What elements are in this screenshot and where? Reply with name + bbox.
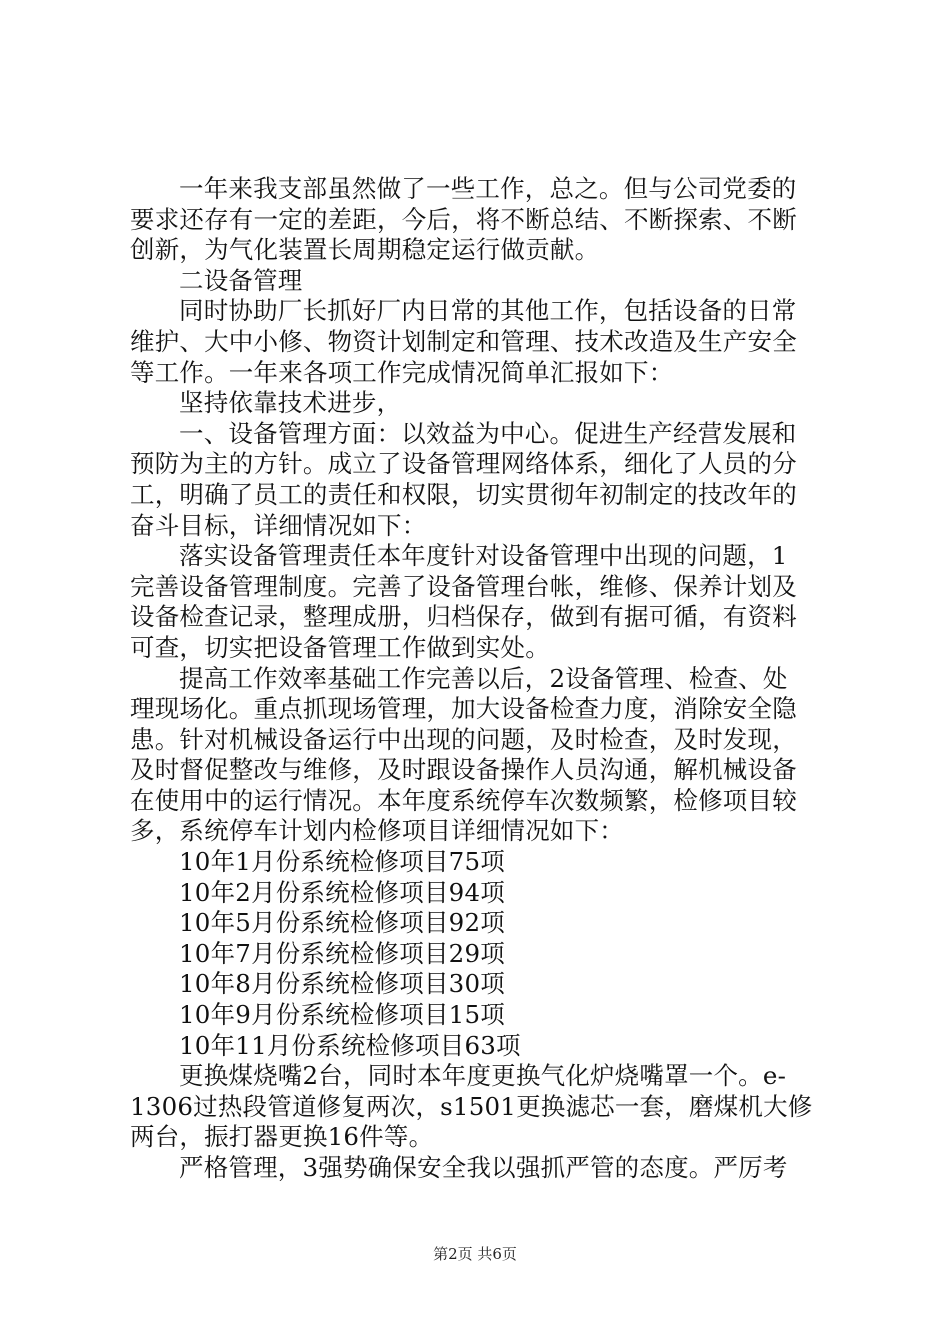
paragraph-line: 二设备管理 <box>179 265 303 295</box>
paragraph-line: 设备检查记录，整理成册，归档保存，做到有据可循，有资料 <box>130 602 797 632</box>
paragraph-line: 严格管理，3强势确保安全我以强抓严管的态度。严厉考 <box>179 1153 788 1182</box>
paragraph-line: 10年11月份系统检修项目63项 <box>179 1030 521 1060</box>
paragraph-line: 维护、大中小修、物资计划制定和管理、技术改造及生产安全 <box>130 326 797 356</box>
paragraph-line: 等工作。一年来各项工作完成情况简单汇报如下： <box>130 357 674 387</box>
paragraph-line: 要求还存有一定的差距，今后，将不断总结、不断探索、不断 <box>130 204 797 234</box>
paragraph-line: 可查，切实把设备管理工作做到实处。 <box>130 632 550 662</box>
paragraph-line: 工，明确了员工的责任和权限，切实贯彻年初制定的技改年的 <box>130 479 797 509</box>
paragraph-line: 两台，振打器更换16件等。 <box>130 1122 434 1152</box>
paragraph-line: 患。针对机械设备运行中出现的问题，及时检查，及时发现， <box>130 724 797 754</box>
paragraph-line: 10年8月份系统检修项目30项 <box>179 969 505 999</box>
page-number-label: 第2页 共6页 <box>433 1245 517 1263</box>
paragraph-line: 1306过热段管道修复两次，s1501更换滤芯一套，磨煤机大修 <box>130 1091 813 1121</box>
paragraph-line: 完善设备管理制度。完善了设备管理台帐，维修、保养计划及 <box>130 571 797 601</box>
paragraph-line: 奋斗目标，详细情况如下： <box>130 510 427 540</box>
paragraph-line: 10年5月份系统检修项目92项 <box>179 908 505 938</box>
paragraph-line: 在使用中的运行情况。本年度系统停车次数频繁，检修项目较 <box>130 785 797 815</box>
paragraph-line: 提高工作效率基础工作完善以后，2设备管理、检查、处 <box>179 663 788 693</box>
page-footer <box>0 1243 950 1264</box>
paragraph-line: 10年9月份系统检修项目15项 <box>179 1000 505 1030</box>
paragraph-line: 多，系统停车计划内检修项目详细情况如下： <box>130 816 624 846</box>
paragraph-line: 及时督促整改与维修，及时跟设备操作人员沟通，解机械设备 <box>130 755 797 785</box>
paragraph-line: 10年1月份系统检修项目75项 <box>179 847 505 877</box>
paragraph-line: 预防为主的方针。成立了设备管理网络体系，细化了人员的分 <box>130 449 797 479</box>
paragraph-line: 理现场化。重点抓现场管理，加大设备检查力度，消除安全隐 <box>130 694 797 724</box>
paragraph-line: 更换煤烧嘴2台，同时本年度更换气化炉烧嘴罩一个。e- <box>179 1061 787 1091</box>
paragraph-line: 10年7月份系统检修项目29项 <box>179 938 505 968</box>
paragraph-line: 创新，为气化装置长周期稳定运行做贡献。 <box>130 235 600 265</box>
paragraph-line: 一、设备管理方面：以效益为中心。促进生产经营发展和 <box>179 418 797 448</box>
paragraph-line: 同时协助厂长抓好厂内日常的其他工作，包括设备的日常 <box>179 296 797 326</box>
paragraph-line: 落实设备管理责任本年度针对设备管理中出现的问题，1 <box>179 541 788 571</box>
document-body <box>130 174 830 1184</box>
paragraph-line: 坚持依靠技术进步， <box>179 388 402 418</box>
paragraph-line: 10年2月份系统检修项目94项 <box>179 877 505 907</box>
paragraph-line: 一年来我支部虽然做了一些工作，总之。但与公司党委的 <box>179 174 797 203</box>
